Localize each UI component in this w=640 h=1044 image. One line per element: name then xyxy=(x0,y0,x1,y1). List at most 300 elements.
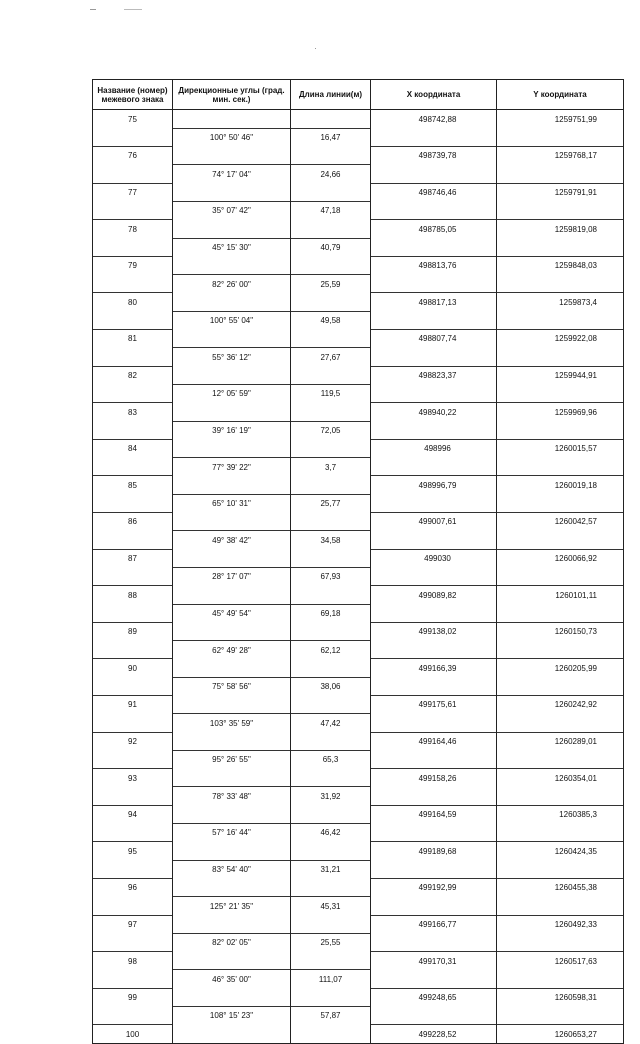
empty-cell xyxy=(173,366,291,384)
bearing-angle-cell: 100° 55' 04" xyxy=(173,311,291,329)
line-length-cell: 25,59 xyxy=(291,275,371,293)
empty-cell xyxy=(291,513,371,531)
segment-row xyxy=(93,128,624,146)
empty-cell xyxy=(497,421,624,439)
point-row xyxy=(93,842,624,860)
y-coordinate-cell: 1259873,4 xyxy=(497,293,624,311)
empty-cell xyxy=(497,1007,624,1025)
empty-cell xyxy=(173,915,291,933)
header-line-length: Длина линии(м) xyxy=(291,80,371,110)
line-length-cell: 25,55 xyxy=(291,933,371,951)
empty-cell xyxy=(93,860,173,878)
empty-cell xyxy=(371,604,497,622)
empty-cell xyxy=(371,824,497,842)
point-name-cell: 75 xyxy=(93,110,173,129)
segment-row xyxy=(93,201,624,219)
point-row xyxy=(93,769,624,787)
segment-row xyxy=(93,165,624,183)
point-row xyxy=(93,293,624,311)
x-coordinate-cell: 498817,13 xyxy=(371,293,497,311)
empty-cell xyxy=(371,494,497,512)
segment-row xyxy=(93,604,624,622)
point-name-cell: 97 xyxy=(93,915,173,933)
empty-cell xyxy=(291,732,371,750)
empty-cell xyxy=(497,458,624,476)
x-coordinate-cell: 498823,37 xyxy=(371,366,497,384)
empty-cell xyxy=(497,275,624,293)
header-x-coordinate: X координата xyxy=(371,80,497,110)
empty-cell xyxy=(371,567,497,585)
point-row xyxy=(93,659,624,677)
line-length-cell: 40,79 xyxy=(291,238,371,256)
point-row xyxy=(93,366,624,384)
point-row xyxy=(93,1025,624,1044)
empty-cell xyxy=(173,842,291,860)
y-coordinate-cell: 1260066,92 xyxy=(497,549,624,567)
point-row xyxy=(93,696,624,714)
bearing-angle-cell: 45° 15' 30" xyxy=(173,238,291,256)
empty-cell xyxy=(291,622,371,640)
bearing-angle-cell: 45° 49' 54" xyxy=(173,604,291,622)
x-coordinate-cell: 498940,22 xyxy=(371,403,497,421)
x-coordinate-cell: 499175,61 xyxy=(371,696,497,714)
line-length-cell: 16,47 xyxy=(291,128,371,146)
empty-cell xyxy=(371,458,497,476)
empty-cell xyxy=(497,165,624,183)
empty-cell xyxy=(93,714,173,732)
empty-cell xyxy=(371,128,497,146)
x-coordinate-cell: 499164,46 xyxy=(371,732,497,750)
empty-cell xyxy=(291,842,371,860)
line-length-cell: 62,12 xyxy=(291,641,371,659)
empty-cell xyxy=(291,220,371,238)
y-coordinate-cell: 1259819,08 xyxy=(497,220,624,238)
empty-cell xyxy=(497,860,624,878)
segment-row xyxy=(93,824,624,842)
empty-cell xyxy=(497,750,624,768)
point-name-cell: 83 xyxy=(93,403,173,421)
y-coordinate-cell: 1259768,17 xyxy=(497,147,624,165)
point-row xyxy=(93,147,624,165)
empty-cell xyxy=(497,384,624,402)
point-name-cell: 88 xyxy=(93,586,173,604)
empty-cell xyxy=(371,384,497,402)
segment-row xyxy=(93,750,624,768)
empty-cell xyxy=(497,238,624,256)
bearing-angle-cell: 62° 49' 28" xyxy=(173,641,291,659)
line-length-cell: 49,58 xyxy=(291,311,371,329)
segment-row xyxy=(93,458,624,476)
header-bearing-angle: Дирекционные углы (град. мин. сек.) xyxy=(173,80,291,110)
empty-cell xyxy=(371,714,497,732)
bearing-angle-cell: 49° 38' 42" xyxy=(173,531,291,549)
y-coordinate-cell: 1260242,92 xyxy=(497,696,624,714)
empty-cell xyxy=(291,330,371,348)
empty-cell xyxy=(173,293,291,311)
empty-cell xyxy=(371,531,497,549)
empty-cell xyxy=(93,567,173,585)
segment-row xyxy=(93,970,624,988)
empty-cell xyxy=(173,183,291,201)
empty-cell xyxy=(173,110,291,129)
empty-cell xyxy=(497,348,624,366)
empty-cell xyxy=(291,549,371,567)
point-name-cell: 81 xyxy=(93,330,173,348)
empty-cell xyxy=(371,201,497,219)
empty-cell xyxy=(497,787,624,805)
scan-speck xyxy=(315,48,316,49)
empty-cell xyxy=(93,275,173,293)
y-coordinate-cell: 1260455,38 xyxy=(497,878,624,896)
segment-row xyxy=(93,860,624,878)
empty-cell xyxy=(93,531,173,549)
empty-cell xyxy=(291,952,371,970)
y-coordinate-cell: 1259922,08 xyxy=(497,330,624,348)
empty-cell xyxy=(173,732,291,750)
point-row xyxy=(93,330,624,348)
empty-cell xyxy=(291,659,371,677)
segment-row xyxy=(93,933,624,951)
point-name-cell: 85 xyxy=(93,476,173,494)
y-coordinate-cell: 1260101,11 xyxy=(497,586,624,604)
point-row xyxy=(93,915,624,933)
bearing-angle-cell: 82° 26' 00" xyxy=(173,275,291,293)
point-row xyxy=(93,622,624,640)
y-coordinate-cell: 1259944,91 xyxy=(497,366,624,384)
empty-cell xyxy=(173,696,291,714)
point-name-cell: 92 xyxy=(93,732,173,750)
empty-cell xyxy=(497,970,624,988)
x-coordinate-cell: 499192,99 xyxy=(371,878,497,896)
empty-cell xyxy=(93,311,173,329)
bearing-angle-cell: 75° 58' 56" xyxy=(173,677,291,695)
empty-cell xyxy=(497,311,624,329)
line-length-cell: 27,67 xyxy=(291,348,371,366)
point-name-cell: 94 xyxy=(93,805,173,823)
empty-cell xyxy=(371,677,497,695)
table-header-row xyxy=(93,80,624,110)
point-name-cell: 99 xyxy=(93,988,173,1006)
point-row xyxy=(93,110,624,129)
point-name-cell: 98 xyxy=(93,952,173,970)
y-coordinate-cell: 1260019,18 xyxy=(497,476,624,494)
point-name-cell: 84 xyxy=(93,439,173,457)
empty-cell xyxy=(371,275,497,293)
point-name-cell: 90 xyxy=(93,659,173,677)
line-length-cell: 57,87 xyxy=(291,1007,371,1025)
point-row xyxy=(93,732,624,750)
point-row xyxy=(93,513,624,531)
point-row xyxy=(93,549,624,567)
empty-cell xyxy=(93,421,173,439)
empty-cell xyxy=(291,403,371,421)
point-row xyxy=(93,220,624,238)
x-coordinate-cell: 499170,31 xyxy=(371,952,497,970)
empty-cell xyxy=(497,641,624,659)
line-length-cell: 46,42 xyxy=(291,824,371,842)
y-coordinate-cell: 1260653,27 xyxy=(497,1025,624,1044)
line-length-cell: 111,07 xyxy=(291,970,371,988)
empty-cell xyxy=(93,933,173,951)
empty-cell xyxy=(173,549,291,567)
point-name-cell: 100 xyxy=(93,1025,173,1044)
point-name-cell: 96 xyxy=(93,878,173,896)
empty-cell xyxy=(291,878,371,896)
empty-cell xyxy=(371,860,497,878)
empty-cell xyxy=(371,348,497,366)
empty-cell xyxy=(291,147,371,165)
empty-cell xyxy=(173,256,291,274)
point-name-cell: 79 xyxy=(93,256,173,274)
empty-cell xyxy=(173,586,291,604)
point-row xyxy=(93,805,624,823)
empty-cell xyxy=(497,494,624,512)
x-coordinate-cell: 499228,52 xyxy=(371,1025,497,1044)
bearing-angle-cell: 39° 16' 19" xyxy=(173,421,291,439)
empty-cell xyxy=(371,311,497,329)
segment-row xyxy=(93,348,624,366)
y-coordinate-cell: 1260598,31 xyxy=(497,988,624,1006)
line-length-cell: 47,42 xyxy=(291,714,371,732)
segment-row xyxy=(93,787,624,805)
empty-cell xyxy=(93,128,173,146)
empty-cell xyxy=(93,970,173,988)
x-coordinate-cell: 499030 xyxy=(371,549,497,567)
bearing-angle-cell: 74° 17' 04" xyxy=(173,165,291,183)
empty-cell xyxy=(93,677,173,695)
bearing-angle-cell: 108° 15' 23" xyxy=(173,1007,291,1025)
x-coordinate-cell: 499007,61 xyxy=(371,513,497,531)
line-length-cell: 45,31 xyxy=(291,897,371,915)
empty-cell xyxy=(497,128,624,146)
bearing-angle-cell: 55° 36' 12" xyxy=(173,348,291,366)
empty-cell xyxy=(173,403,291,421)
y-coordinate-cell: 1260015,57 xyxy=(497,439,624,457)
empty-cell xyxy=(173,769,291,787)
empty-cell xyxy=(173,513,291,531)
segment-row xyxy=(93,714,624,732)
empty-cell xyxy=(497,824,624,842)
bearing-angle-cell: 103° 35' 59" xyxy=(173,714,291,732)
empty-cell xyxy=(497,897,624,915)
empty-cell xyxy=(173,220,291,238)
empty-cell xyxy=(93,750,173,768)
boundary-coordinates-table xyxy=(92,79,624,1044)
empty-cell xyxy=(93,1007,173,1025)
empty-cell xyxy=(497,604,624,622)
header-point-name: Название (номер) межевого знака xyxy=(93,80,173,110)
line-length-cell: 34,58 xyxy=(291,531,371,549)
point-name-cell: 91 xyxy=(93,696,173,714)
empty-cell xyxy=(291,1025,371,1044)
y-coordinate-cell: 1259751,99 xyxy=(497,110,624,129)
segment-row xyxy=(93,531,624,549)
bearing-angle-cell: 12° 05' 59" xyxy=(173,384,291,402)
y-coordinate-cell: 1260354,01 xyxy=(497,769,624,787)
bearing-angle-cell: 82° 02' 05" xyxy=(173,933,291,951)
point-row xyxy=(93,439,624,457)
empty-cell xyxy=(173,805,291,823)
x-coordinate-cell: 499166,77 xyxy=(371,915,497,933)
bearing-angle-cell: 46° 35' 00" xyxy=(173,970,291,988)
table-body xyxy=(93,110,624,1044)
empty-cell xyxy=(371,787,497,805)
bearing-angle-cell: 35° 07' 42" xyxy=(173,201,291,219)
empty-cell xyxy=(291,439,371,457)
x-coordinate-cell: 498813,76 xyxy=(371,256,497,274)
x-coordinate-cell: 499189,68 xyxy=(371,842,497,860)
empty-cell xyxy=(291,586,371,604)
empty-cell xyxy=(173,147,291,165)
line-length-cell: 31,92 xyxy=(291,787,371,805)
empty-cell xyxy=(93,165,173,183)
empty-cell xyxy=(93,384,173,402)
point-name-cell: 93 xyxy=(93,769,173,787)
empty-cell xyxy=(497,714,624,732)
empty-cell xyxy=(173,878,291,896)
point-row xyxy=(93,476,624,494)
x-coordinate-cell: 498739,78 xyxy=(371,147,497,165)
bearing-angle-cell: 77° 39' 22" xyxy=(173,458,291,476)
empty-cell xyxy=(497,567,624,585)
empty-cell xyxy=(497,531,624,549)
bearing-angle-cell: 28° 17' 07" xyxy=(173,567,291,585)
x-coordinate-cell: 499138,02 xyxy=(371,622,497,640)
x-coordinate-cell: 498996,79 xyxy=(371,476,497,494)
bearing-angle-cell: 57° 16' 44" xyxy=(173,824,291,842)
line-length-cell: 3,7 xyxy=(291,458,371,476)
y-coordinate-cell: 1260289,01 xyxy=(497,732,624,750)
empty-cell xyxy=(173,476,291,494)
bearing-angle-cell: 95° 26' 55" xyxy=(173,750,291,768)
bearing-angle-cell: 65° 10' 31" xyxy=(173,494,291,512)
bearing-angle-cell: 100° 50' 46" xyxy=(173,128,291,146)
point-name-cell: 89 xyxy=(93,622,173,640)
line-length-cell: 25,77 xyxy=(291,494,371,512)
empty-cell xyxy=(93,897,173,915)
segment-row xyxy=(93,311,624,329)
line-length-cell: 119,5 xyxy=(291,384,371,402)
empty-cell xyxy=(93,201,173,219)
empty-cell xyxy=(371,1007,497,1025)
empty-cell xyxy=(93,641,173,659)
empty-cell xyxy=(291,110,371,129)
point-row xyxy=(93,878,624,896)
empty-cell xyxy=(291,293,371,311)
empty-cell xyxy=(291,256,371,274)
empty-cell xyxy=(291,769,371,787)
scan-speck xyxy=(124,9,142,10)
empty-cell xyxy=(93,787,173,805)
y-coordinate-cell: 1260150,73 xyxy=(497,622,624,640)
empty-cell xyxy=(371,238,497,256)
x-coordinate-cell: 499089,82 xyxy=(371,586,497,604)
x-coordinate-cell: 499164,59 xyxy=(371,805,497,823)
segment-row xyxy=(93,494,624,512)
scan-speck xyxy=(90,9,96,10)
point-name-cell: 86 xyxy=(93,513,173,531)
line-length-cell: 31,21 xyxy=(291,860,371,878)
point-name-cell: 76 xyxy=(93,147,173,165)
point-row xyxy=(93,256,624,274)
empty-cell xyxy=(371,641,497,659)
empty-cell xyxy=(371,165,497,183)
bearing-angle-cell: 125° 21' 35" xyxy=(173,897,291,915)
y-coordinate-cell: 1260385,3 xyxy=(497,805,624,823)
segment-row xyxy=(93,238,624,256)
empty-cell xyxy=(173,330,291,348)
segment-row xyxy=(93,421,624,439)
line-length-cell: 47,18 xyxy=(291,201,371,219)
empty-cell xyxy=(173,659,291,677)
header-y-coordinate: Y координата xyxy=(497,80,624,110)
x-coordinate-cell: 498996 xyxy=(371,439,497,457)
empty-cell xyxy=(497,933,624,951)
point-name-cell: 87 xyxy=(93,549,173,567)
empty-cell xyxy=(371,933,497,951)
x-coordinate-cell: 499248,65 xyxy=(371,988,497,1006)
empty-cell xyxy=(93,348,173,366)
line-length-cell: 65,3 xyxy=(291,750,371,768)
empty-cell xyxy=(291,183,371,201)
y-coordinate-cell: 1260517,63 xyxy=(497,952,624,970)
point-name-cell: 95 xyxy=(93,842,173,860)
empty-cell xyxy=(93,238,173,256)
y-coordinate-cell: 1260424,35 xyxy=(497,842,624,860)
segment-row xyxy=(93,897,624,915)
point-name-cell: 80 xyxy=(93,293,173,311)
empty-cell xyxy=(93,494,173,512)
empty-cell xyxy=(371,750,497,768)
segment-row xyxy=(93,384,624,402)
empty-cell xyxy=(173,439,291,457)
segment-row xyxy=(93,567,624,585)
x-coordinate-cell: 499166,39 xyxy=(371,659,497,677)
x-coordinate-cell: 499158,26 xyxy=(371,769,497,787)
x-coordinate-cell: 498785,05 xyxy=(371,220,497,238)
point-row xyxy=(93,183,624,201)
y-coordinate-cell: 1259791,91 xyxy=(497,183,624,201)
line-length-cell: 67,93 xyxy=(291,567,371,585)
empty-cell xyxy=(371,897,497,915)
point-name-cell: 78 xyxy=(93,220,173,238)
bearing-angle-cell: 78° 33' 48" xyxy=(173,787,291,805)
segment-row xyxy=(93,1007,624,1025)
line-length-cell: 24,66 xyxy=(291,165,371,183)
x-coordinate-cell: 498746,46 xyxy=(371,183,497,201)
empty-cell xyxy=(497,677,624,695)
empty-cell xyxy=(93,604,173,622)
bearing-angle-cell: 83° 54' 40" xyxy=(173,860,291,878)
empty-cell xyxy=(291,366,371,384)
segment-row xyxy=(93,641,624,659)
point-row xyxy=(93,403,624,421)
empty-cell xyxy=(291,805,371,823)
empty-cell xyxy=(371,421,497,439)
empty-cell xyxy=(173,1025,291,1044)
line-length-cell: 38,06 xyxy=(291,677,371,695)
y-coordinate-cell: 1260042,57 xyxy=(497,513,624,531)
line-length-cell: 69,18 xyxy=(291,604,371,622)
line-length-cell: 72,05 xyxy=(291,421,371,439)
segment-row xyxy=(93,677,624,695)
y-coordinate-cell: 1260492,33 xyxy=(497,915,624,933)
y-coordinate-cell: 1259969,96 xyxy=(497,403,624,421)
empty-cell xyxy=(371,970,497,988)
segment-row xyxy=(93,275,624,293)
point-name-cell: 77 xyxy=(93,183,173,201)
empty-cell xyxy=(291,915,371,933)
